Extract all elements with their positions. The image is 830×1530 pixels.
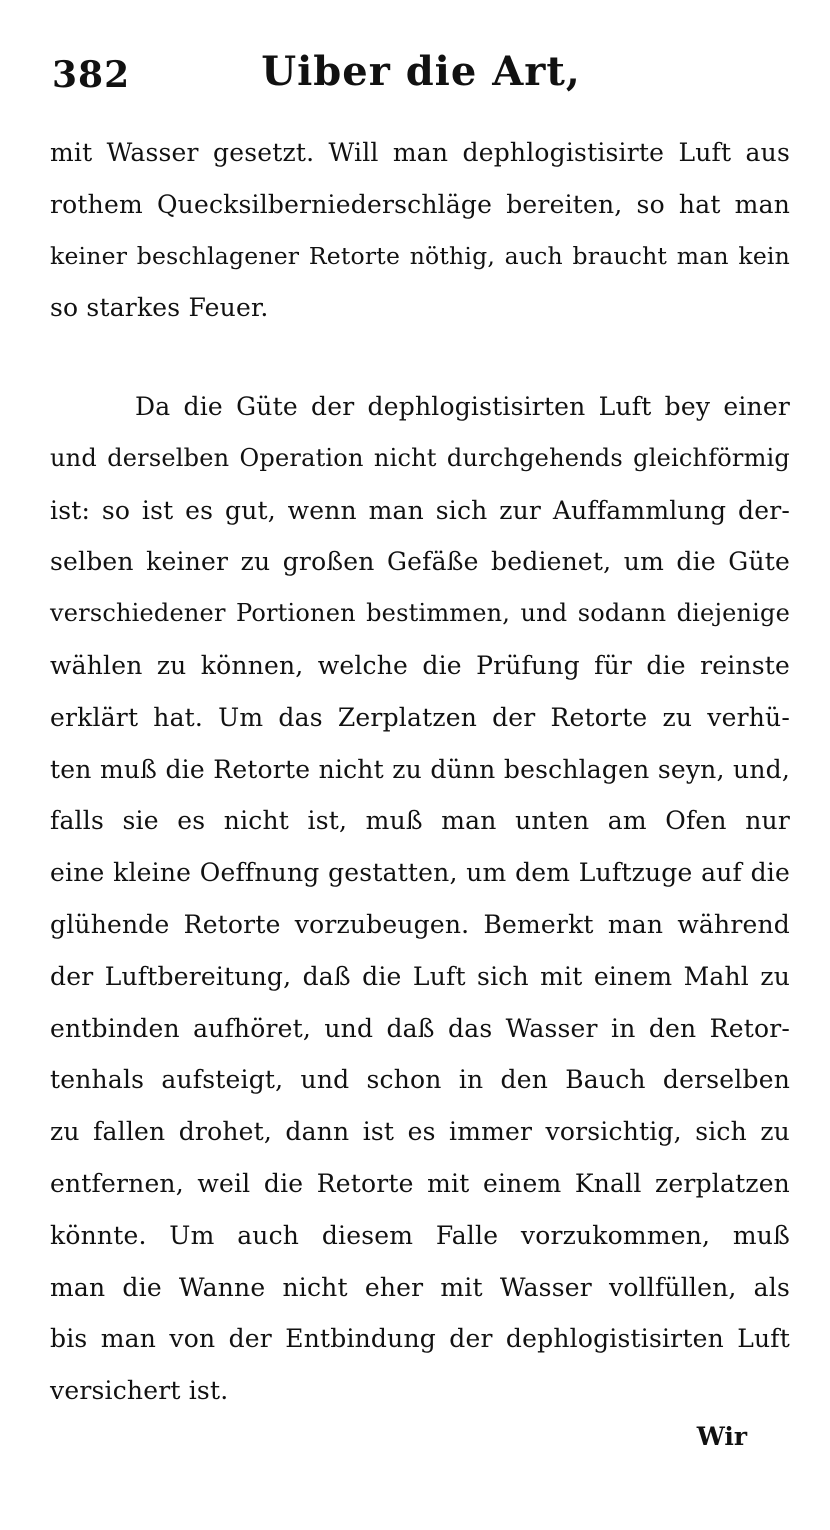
- text-line: erklärt hat. Um das Zerplatzen der Retorte zu verhü-: [50, 702, 790, 732]
- text-line: falls sie es nicht ist, muß man unten am Ofen nur: [50, 806, 790, 836]
- text-line: verschiedener Portionen bestimmen, und sodann diejenige: [50, 599, 790, 628]
- text-line: könnte. Um auch diesem Falle vorzukommen, muß: [50, 1220, 790, 1250]
- text-line: selben keiner zu großen Gefäße bedienet, um die Güte: [50, 547, 790, 577]
- text-line: entbinden aufhöret, und daß das Wasser in den Retor-: [50, 1013, 790, 1043]
- text-line: entfernen, weil die Retorte mit einem Knall zerplatzen: [50, 1168, 790, 1198]
- text-line: und derselben Operation nicht durchgehends gleichförmig: [50, 443, 790, 472]
- text-line: wählen zu können, welche die Prüfung für die reinste: [50, 650, 790, 680]
- text-line: mit Wasser gesetzt. Will man dephlogistisirte Luft aus: [50, 138, 790, 167]
- running-head: Uiber die Art,: [261, 48, 581, 95]
- text-line: der Luftbereitung, daß die Luft sich mit einem Mahl zu: [50, 961, 790, 991]
- text-line: keiner beschlagener Retorte nöthig, auch braucht man kein: [50, 241, 790, 270]
- catchword: Wir: [696, 1422, 747, 1451]
- text-line: bis man von der Entbindung der dephlogistisirten Luft: [50, 1324, 790, 1354]
- text-line: tenhals aufsteigt, und schon in den Bauch derselben: [50, 1065, 790, 1095]
- text-line: rothem Quecksilberniederschläge bereiten, so hat man: [50, 189, 790, 219]
- text-line: so starkes Feuer.: [50, 293, 269, 323]
- text-line: Da die Güte der dephlogistisirten Luft bey einer: [135, 392, 790, 421]
- page-header: [52, 48, 790, 108]
- text-line: versichert ist.: [50, 1376, 229, 1406]
- text-line: ten muß die Retorte nicht zu dünn beschlagen seyn, und,: [50, 754, 790, 784]
- text-line: glühende Retorte vorzubeugen. Bemerkt man während: [50, 909, 790, 939]
- text-line: zu fallen drohet, dann ist es immer vorsichtig, sich zu: [50, 1117, 790, 1147]
- paragraph-1: [50, 127, 790, 334]
- text-line: ist: so ist es gut, wenn man sich zur Auffammlung der-: [50, 495, 790, 525]
- paragraph-2: [50, 381, 790, 1417]
- page-number: 382: [52, 54, 131, 96]
- text-line: man die Wanne nicht eher mit Wasser vollfüllen, als: [50, 1272, 790, 1302]
- text-line: eine kleine Oeffnung gestatten, um dem Luftzuge auf die: [50, 858, 790, 888]
